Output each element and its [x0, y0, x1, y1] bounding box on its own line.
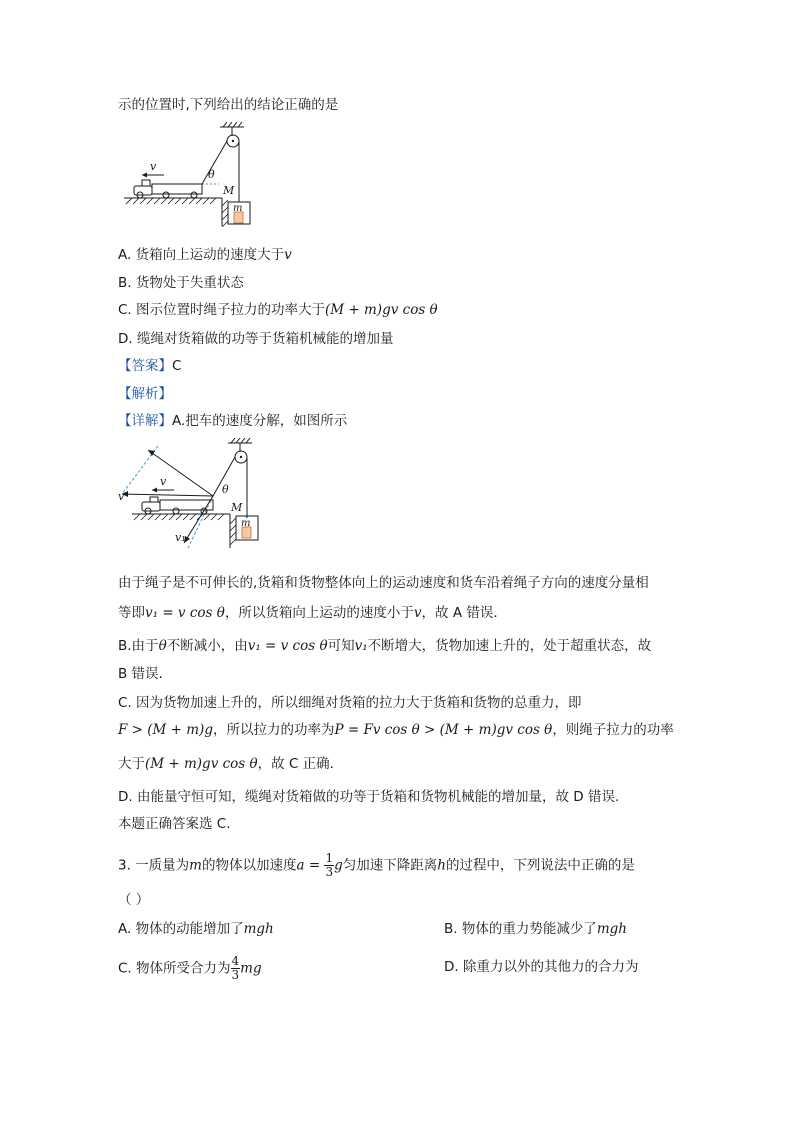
option-C: C. 图示位置时绳子拉力的功率大于(M + m)gv cos θ [118, 302, 438, 318]
q3-option-B: B. 物体的重力势能减少了mgh [444, 921, 627, 937]
velocity-decomposition-figure [118, 438, 268, 560]
conclusion: 本题正确答案选 C. [118, 816, 231, 832]
option-A: A. 货箱向上运动的速度大于v [118, 247, 292, 263]
explanation-D: D. 由能量守恒可知，缆绳对货箱做的功等于货箱和货物机械能的增加量，故 D 错误. [118, 789, 620, 805]
analysis-heading: 【解析】 [118, 386, 172, 402]
explanation-C-line1: C. 因为货物加速上升的，所以细绳对货箱的拉力大于货箱和货物的总重力，即 [118, 695, 582, 711]
explanation-C-line3: 大于(M + m)gv cos θ，故 C 正确. [118, 756, 334, 772]
answer-line: 【答案】C [118, 358, 182, 374]
resultant-v-label: v [118, 490, 125, 503]
detail-intro: 【详解】A.把车的速度分解，如图所示 [118, 413, 348, 429]
answer-parentheses: （ ） [118, 892, 150, 908]
explanation-B-line2: B 错误. [118, 666, 163, 682]
velocity-label: v [150, 160, 157, 173]
cargo-label-m: m [233, 203, 243, 214]
box-label-M-2: M [231, 501, 243, 514]
explanation-C-line2: F > (M + m)g，所以拉力的功率为P = Fv cos θ > (M + m)gv cos θ，则绳子拉力的功率 [118, 722, 674, 738]
truck-v-label: v [160, 475, 167, 488]
explanation-A-line1: 由于绳子是不可伸长的,货箱和货物整体向上的运动速度和货车沿着绳子方向的速度分量相 [118, 575, 649, 591]
theta-label-2: θ [222, 483, 229, 496]
question-stem-tail: 示的位置时,下列给出的结论正确的是 [118, 97, 339, 113]
explanation-A-line2: 等即v₁ = v cos θ，所以货箱向上运动的速度小于v，故 A 错误. [118, 605, 498, 621]
component-v1-label: v₁ [175, 531, 186, 544]
q3-option-C: C. 物体所受合力为 $\frac{4}{3}$ mg [118, 954, 262, 982]
option-B: B. 货物处于失重状态 [118, 275, 244, 291]
cargo-label-m-2: m [241, 518, 251, 529]
theta-label: θ [208, 168, 215, 181]
truck-pulley-figure [120, 122, 260, 228]
box-label-M: M [223, 184, 235, 197]
q3-option-C-fraction: $\frac{4}{3}$ [231, 954, 240, 982]
option-D: D. 缆绳对货箱做的功等于货箱机械能的增加量 [118, 331, 394, 347]
q3-option-A: A. 物体的动能增加了mgh [118, 921, 274, 937]
accel-fraction: $\frac{1}{3}$ [325, 851, 334, 879]
question3-stem: 3. 一质量为m的物体以加速度a = $\frac{1}{3}$ g匀加速下降距离h的过程中，下列说法中正确的是 [118, 851, 635, 879]
explanation-B-line1: B.由于θ不断减小，由v₁ = v cos θ可知v₁不断增大，货物加速上升的，处于超重状态，故 [118, 638, 652, 654]
q3-option-D: D. 除重力以外的其他力的合力为 [444, 959, 639, 975]
